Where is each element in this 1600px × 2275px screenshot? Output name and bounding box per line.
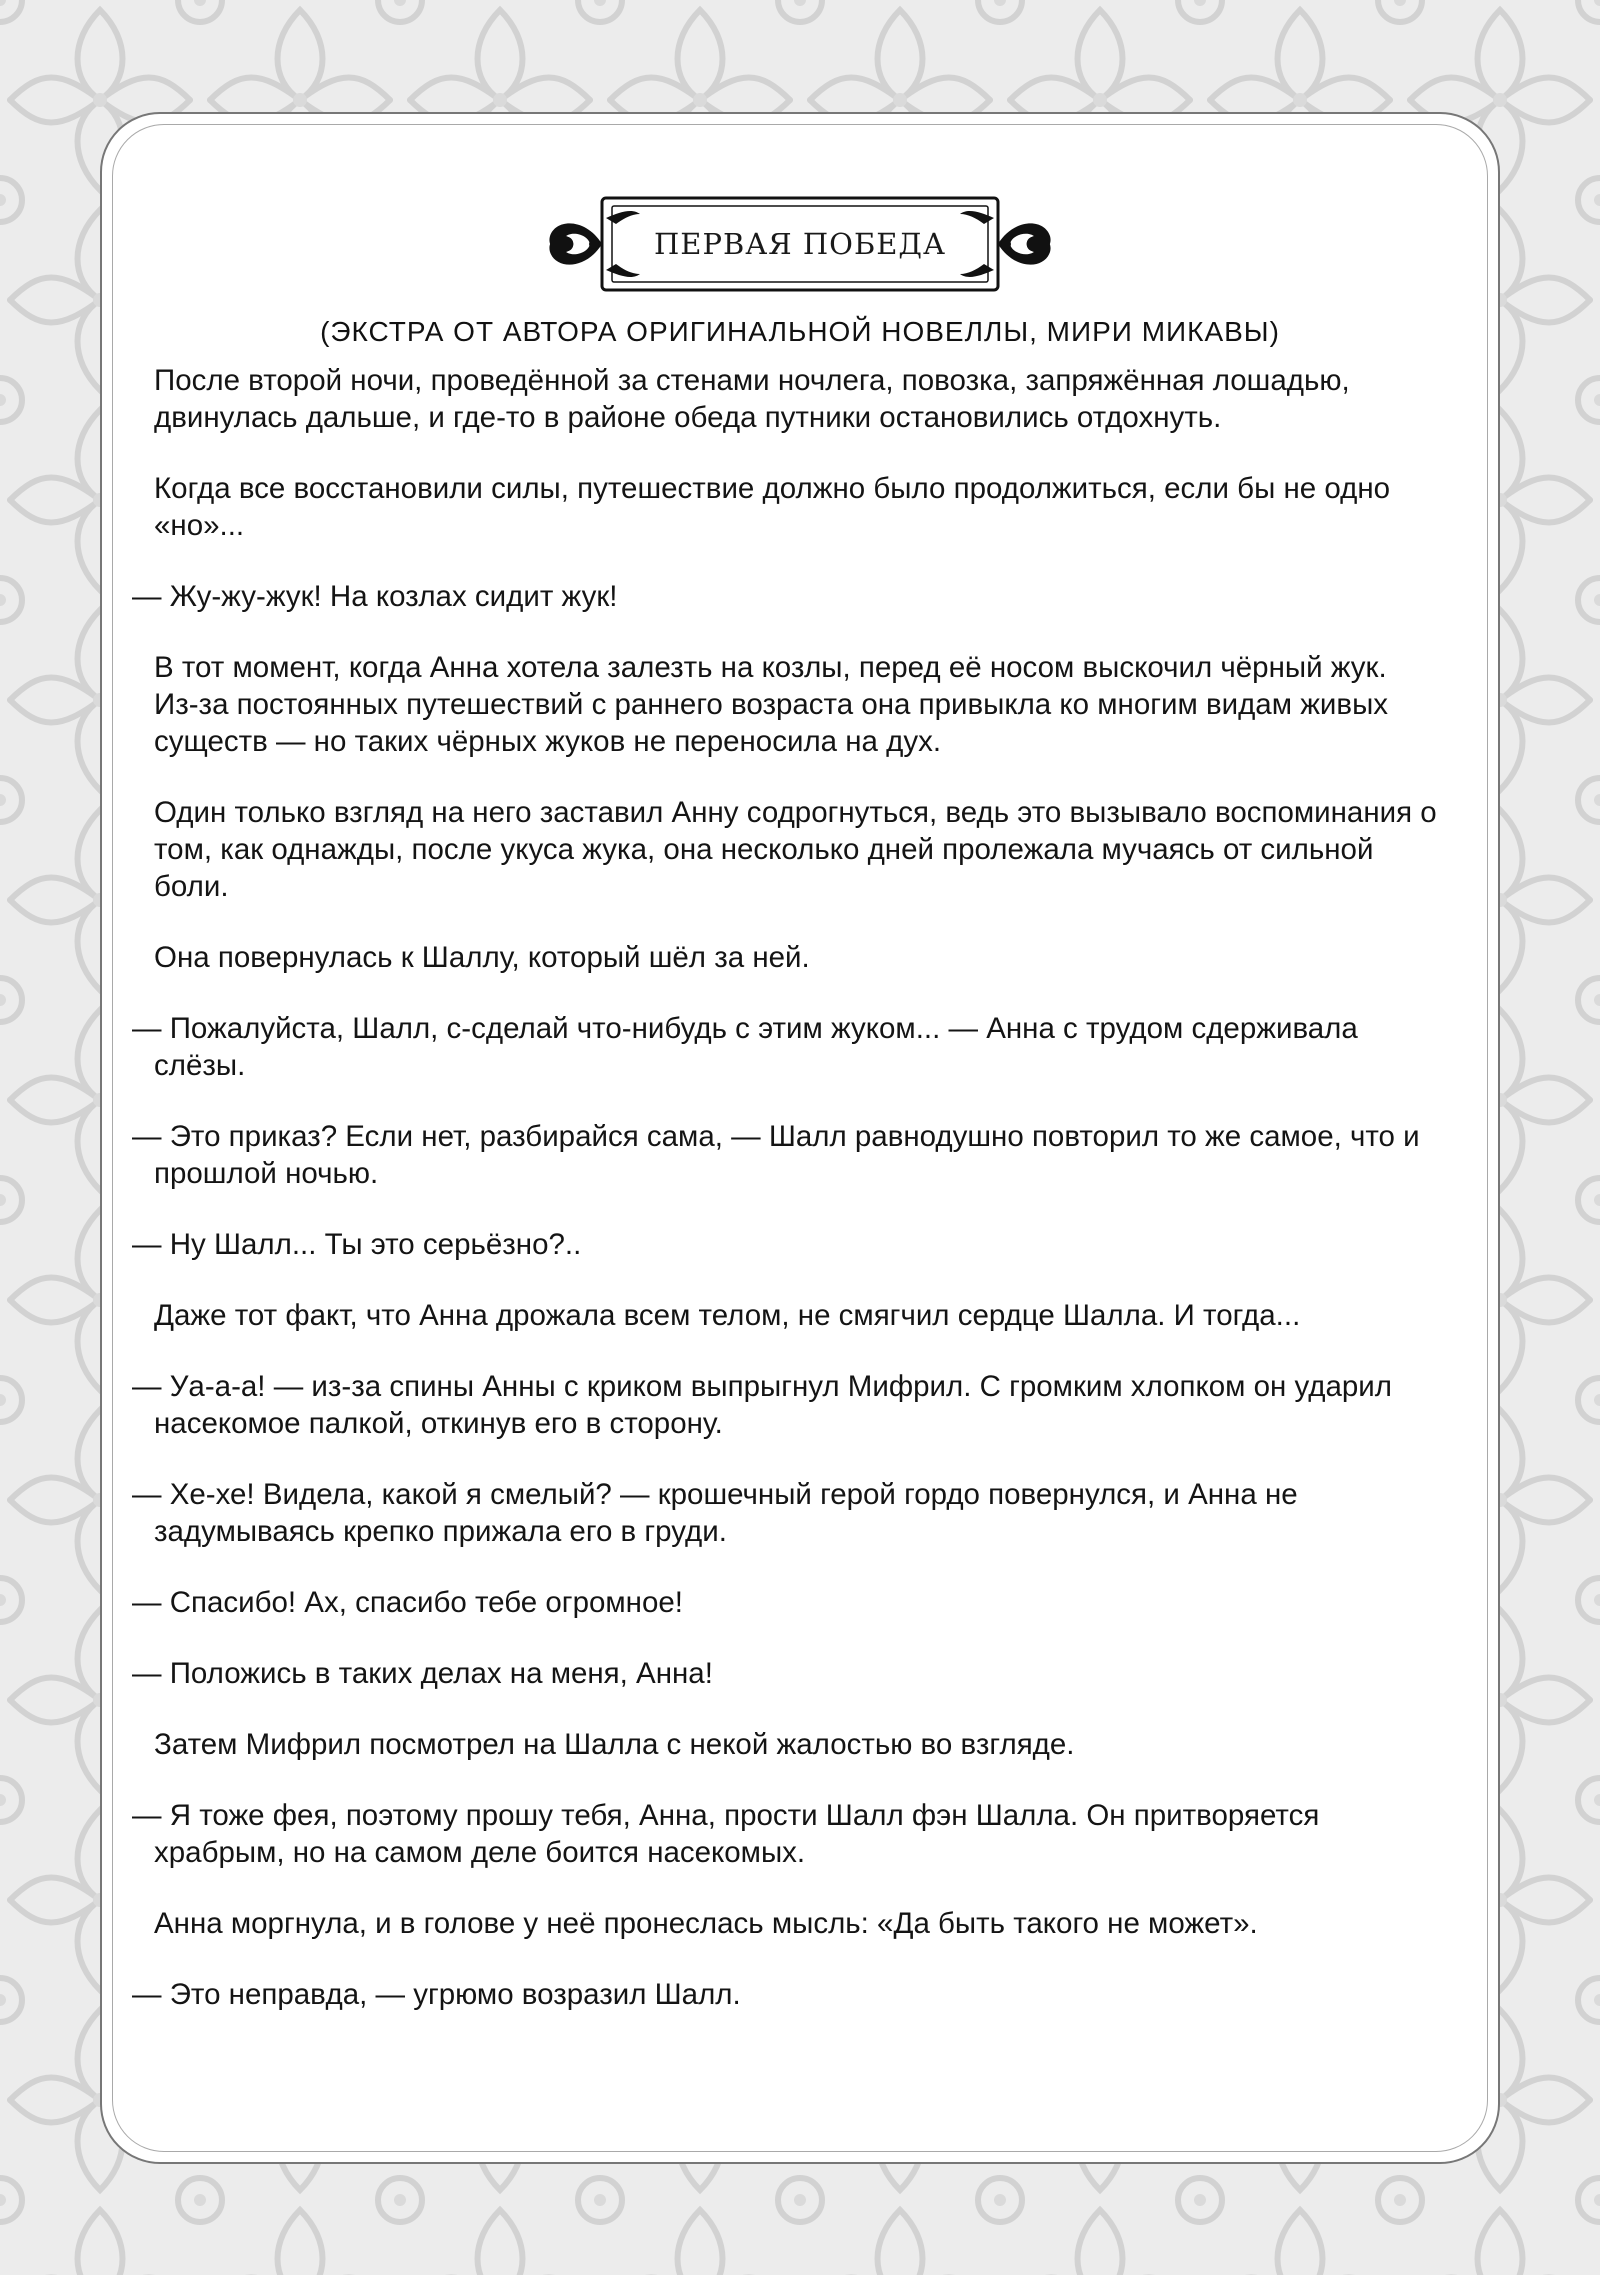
dialogue-line: — Это неправда, — угрюмо возразил Шалл. [132, 1978, 741, 2011]
dialogue-line: — Это приказ? Если нет, разбирайся сама, — Шалл равнодушно повторил то же самое, что и прошлой ночью. [132, 1120, 1420, 1190]
paragraph: Когда все восстановили силы, путешествие должно было продолжиться, если бы не одно «но»... [154, 472, 1391, 542]
paragraph: Она повернулась к Шаллу, который шёл за ней. [154, 941, 810, 974]
paragraph: Затем Мифрил посмотрел на Шалла с некой жалостью во взгляде. [154, 1728, 1075, 1761]
dialogue-line: — Пожалуйста, Шалл, с-сделай что-нибудь с этим жуком... — Анна с трудом сдерживала слёзы. [132, 1012, 1358, 1082]
paragraph: В тот момент, когда Анна хотела залезть на козлы, перед её носом выскочил чёрный жук. [154, 651, 1387, 684]
story-text [132, 362, 1448, 2047]
dialogue-line: — Жу-жу-жук! На козлах сидит жук! [132, 580, 618, 613]
chapter-subtitle: (ЭКСТРА ОТ АВТОРА ОРИГИНАЛЬНОЙ НОВЕЛЛЫ, МИРИ МИКАВЫ) [320, 316, 1280, 347]
dialogue-line: — Спасибо! Ах, спасибо тебе огромное! [132, 1586, 683, 1619]
dialogue-line: — Уа-а-а! — из-за спины Анны с криком выпрыгнул Мифрил. С громким хлопком он ударил насекомое палкой, откинув его в сторону. [132, 1370, 1392, 1440]
dialogue-line: — Хе-хе! Видела, какой я смелый? — крошечный герой гордо повернулся, и Анна не задумываясь крепко прижала его в груди. [132, 1478, 1298, 1548]
dialogue-line: — Положись в таких делах на меня, Анна! [132, 1657, 713, 1690]
chapter-title: ПЕРВАЯ ПОБЕДА [654, 227, 946, 261]
paragraph: После второй ночи, проведённой за стенами ночлега, повозка, запряжённая лошадью, двинулась дальше, и где-то в районе обеда путники остановились отдохнуть. [154, 364, 1350, 434]
paragraph: Даже тот факт, что Анна дрожала всем телом, не смягчил сердце Шалла. И тогда... [154, 1299, 1301, 1332]
dialogue-line: — Я тоже фея, поэтому прошу тебя, Анна, прости Шалл фэн Шалла. Он притворяется храбрым, но на самом деле боится насекомых. [132, 1799, 1320, 1869]
paragraph: Один только взгляд на него заставил Анну содрогнуться, ведь это вызывало воспоминания о том, как однажды, после укуса жука, она несколько дней пролежала мучаясь от сильной боли. [154, 796, 1437, 903]
dialogue-line: — Ну Шалл... Ты это серьёзно?.. [132, 1228, 582, 1261]
paragraph: Из-за постоянных путешествий с раннего возраста она привыкла ко многим видам живых существ — но таких чёрных жуков не переносила на дух. [154, 688, 1389, 758]
paragraph: Анна моргнула, и в голове у неё пронеслась мысль: «Да быть такого не может». [154, 1907, 1258, 1940]
